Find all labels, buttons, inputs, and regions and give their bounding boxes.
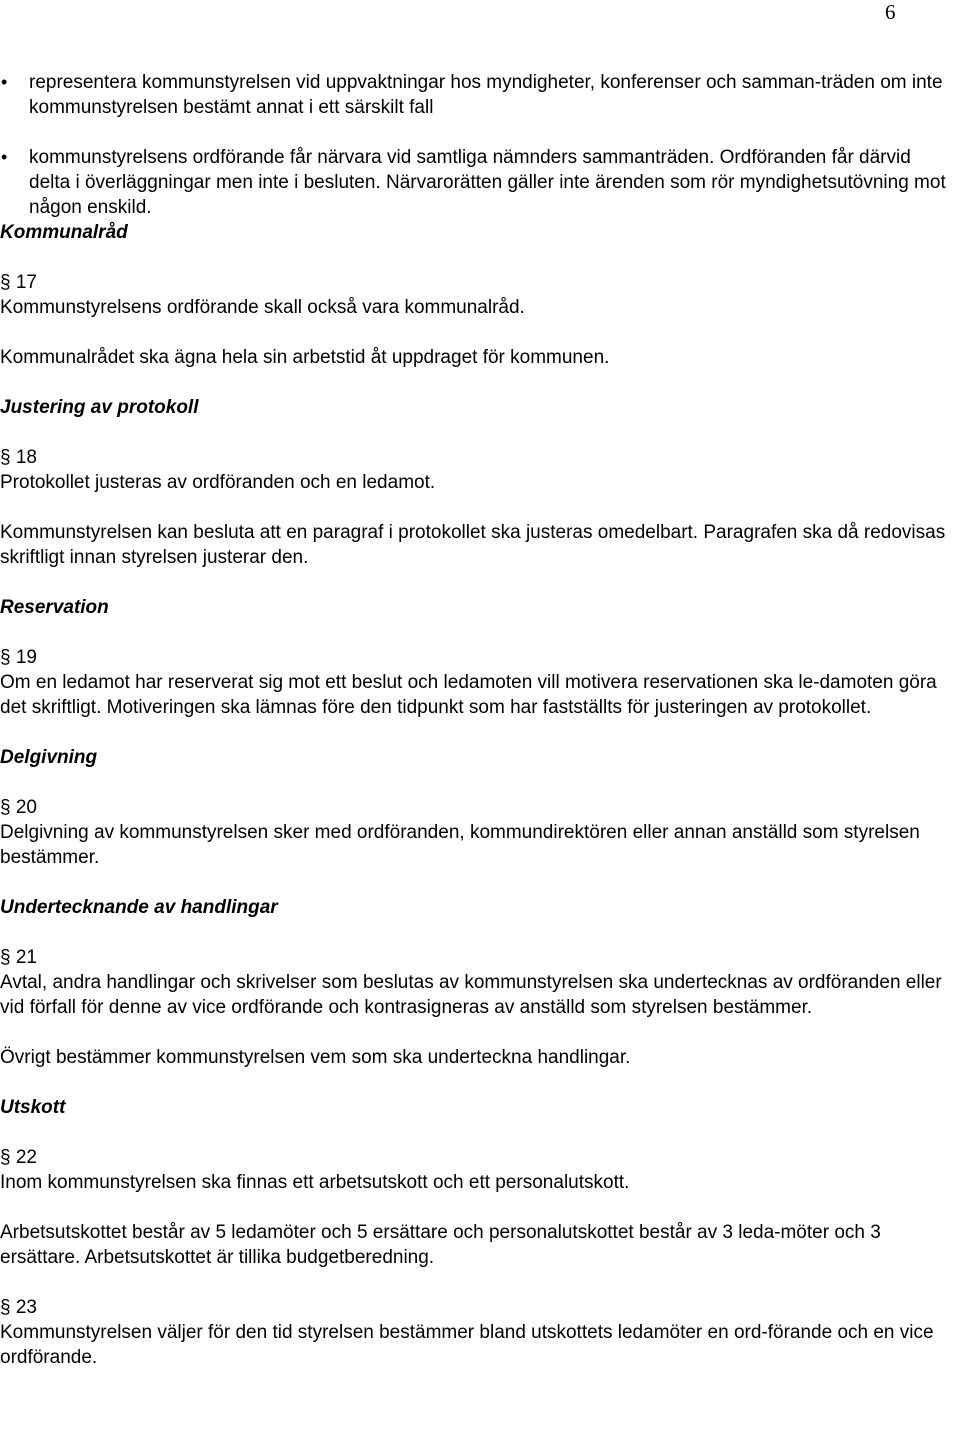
- bullet-icon: •: [1, 72, 8, 92]
- paragraph: Övrigt bestämmer kommunstyrelsen vem som ska underteckna handlingar.: [0, 1047, 631, 1068]
- list-item: [0, 145, 955, 220]
- section-number: § 18: [0, 447, 37, 468]
- paragraph: Kommunstyrelsen väljer för den tid styrelsen bestämmer bland utskottets ledamöter en ord-förande och en vice ordförande.: [0, 1322, 934, 1368]
- section-heading-undertecknande: Undertecknande av handlingar: [0, 897, 278, 918]
- bullet-list: [0, 70, 955, 220]
- section-number: § 17: [0, 272, 37, 293]
- section-heading-reservation: Reservation: [0, 597, 109, 618]
- paragraph: Kommunalrådet ska ägna hela sin arbetstid åt uppdraget för kommunen.: [0, 347, 610, 368]
- paragraph: Om en ledamot har reserverat sig mot ett beslut och ledamoten vill motivera reservationen ska le-damoten göra det skriftligt. Motiveringen ska lämnas före den tidpunkt som har fastställts för justeringen av protokollet.: [0, 672, 937, 718]
- paragraph: Avtal, andra handlingar och skrivelser som beslutas av kommunstyrelsen ska undertecknas av ordföranden eller vid förfall för denne av vice ordförande och kontrasigneras av anställd som styrelsen bestämmer.: [0, 972, 942, 1018]
- document-body: [0, 70, 955, 1370]
- section-heading-kommunalrad: Kommunalråd: [0, 222, 128, 243]
- paragraph: Kommunstyrelsens ordförande skall också vara kommunalråd.: [0, 297, 525, 318]
- section-heading-utskott: Utskott: [0, 1097, 66, 1118]
- list-item-text: representera kommunstyrelsen vid uppvaktningar hos myndigheter, konferenser och samman-träden om inte kommunstyrelsen bestämt annat i ett särskilt fall: [29, 72, 943, 118]
- section-number: § 20: [0, 797, 37, 818]
- paragraph: Protokollet justeras av ordföranden och en ledamot.: [0, 472, 436, 493]
- section-number: § 21: [0, 947, 37, 968]
- section-number: § 23: [0, 1297, 37, 1318]
- section-heading-justering: Justering av protokoll: [0, 397, 199, 418]
- paragraph: Delgivning av kommunstyrelsen sker med ordföranden, kommundirektören eller annan anställd som styrelsen bestämmer.: [0, 822, 920, 868]
- bullet-icon: •: [1, 147, 8, 167]
- list-item: [0, 70, 955, 120]
- paragraph: Arbetsutskottet består av 5 ledamöter och 5 ersättare och personalutskottet består av 3 leda-möter och 3 ersättare. Arbetsutskottet är tillika budgetberedning.: [0, 1222, 881, 1268]
- paragraph: Kommunstyrelsen kan besluta att en paragraf i protokollet ska justeras omedelbart. Paragrafen ska då redovisas skriftligt innan styrelsen justerar den.: [0, 522, 946, 568]
- section-heading-delgivning: Delgivning: [0, 747, 98, 768]
- section-number: § 22: [0, 1147, 37, 1168]
- list-item-text: kommunstyrelsens ordförande får närvara vid samtliga nämnders sammanträden. Ordföranden får därvid delta i överläggningar men inte i besluten. Närvarorätten gäller inte ärenden som rör myndighetsutövning mot någon enskild.: [29, 147, 946, 218]
- section-number: § 19: [0, 647, 37, 668]
- paragraph: Inom kommunstyrelsen ska finnas ett arbetsutskott och ett personalutskott.: [0, 1172, 630, 1193]
- page-number: 6: [885, 0, 896, 24]
